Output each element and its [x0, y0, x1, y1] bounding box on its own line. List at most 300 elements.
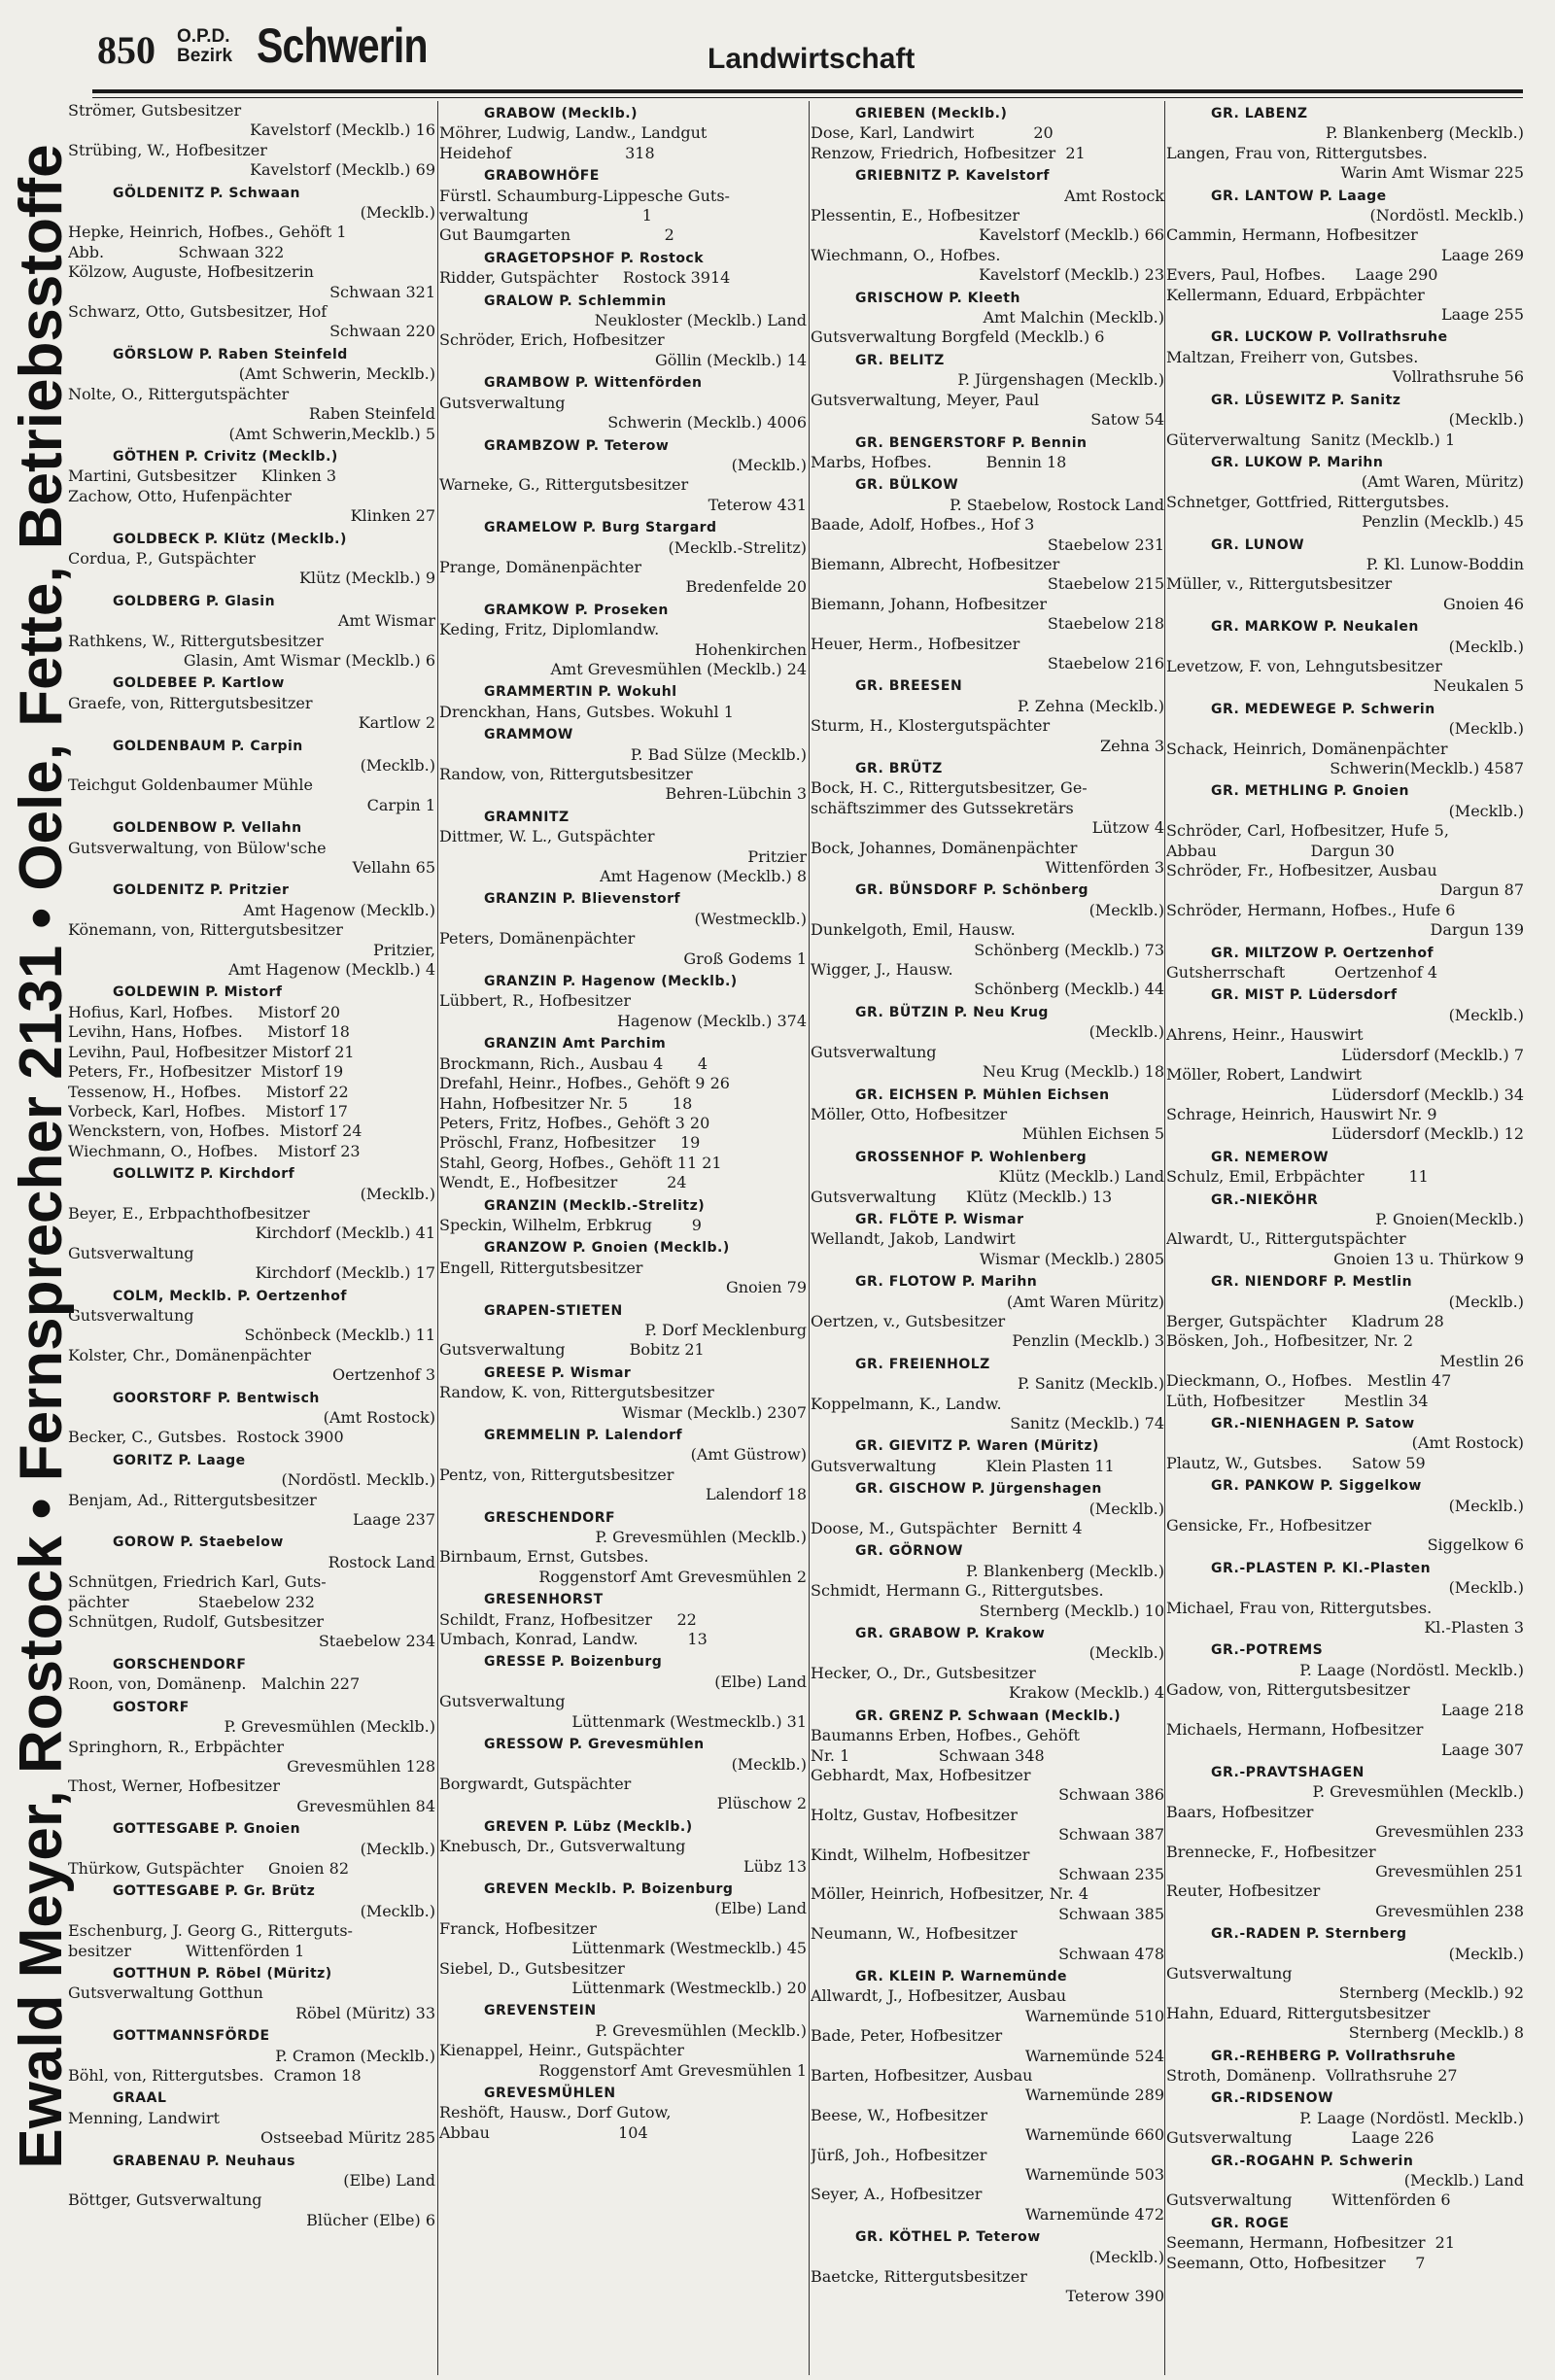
directory-entry-line: Kavelstorf (Mecklb.) 66 [979, 225, 1164, 245]
directory-entry-line: Gutsverwaltung [439, 393, 566, 412]
directory-entry-line: Oertzenhof 3 [332, 1365, 435, 1385]
directory-entry-line: Dieckmann, O., Hofbes. Mestlin 47 [1166, 1371, 1452, 1391]
directory-entry-line: Michael, Frau von, Rittergutsbes. [1166, 1598, 1433, 1617]
directory-entry-line: Gutsherrschaft Oertzenhof 4 [1166, 963, 1438, 983]
directory-entry-line: Schack, Heinrich, Domänenpächter [1166, 739, 1448, 758]
place-heading: GRESCHENDORF [484, 1509, 616, 1526]
directory-entry-line: Warnemünde 660 [1024, 2125, 1164, 2145]
directory-entry-line: Schwaan 321 [329, 282, 435, 301]
directory-entry-line: Möhrer, Ludwig, Landw., Landgut [439, 123, 708, 143]
directory-column-3 [811, 101, 1164, 2365]
place-heading: GR. BELITZ [855, 352, 945, 368]
directory-column-4 [1166, 101, 1524, 2365]
directory-entry-line: (Elbe) Land [343, 2171, 435, 2190]
place-heading: GOTTMANNSFÖRDE [113, 2028, 270, 2045]
place-heading: GR. MIST P. Lüdersdorf [1211, 987, 1398, 1004]
directory-entry-line: Cammin, Hermann, Hofbesitzer [1166, 225, 1418, 245]
place-heading: COLM, Mecklb. P. Oertzenhof [113, 1288, 347, 1304]
directory-entry-line: Rostock Land [328, 1552, 435, 1571]
directory-entry-line: Baars, Hofbesitzer [1166, 1802, 1314, 1821]
directory-entry-line: (Mecklb.) [1448, 637, 1524, 656]
directory-entry-line: Jürß, Joh., Hofbesitzer [811, 2145, 987, 2164]
place-heading: GR.-NIENHAGEN P. Satow [1211, 1416, 1415, 1431]
place-heading: GÖTHEN P. Crivitz (Mecklb.) [113, 448, 338, 465]
directory-entry-line: (Mecklb.) [731, 1754, 807, 1774]
directory-entry-line: Stahl, Georg, Hofbes., Gehöft 11 21 [439, 1153, 722, 1172]
directory-entry-line: Gnoien 79 [725, 1278, 807, 1297]
directory-entry-line: Schönberg (Mecklb.) 73 [974, 940, 1164, 959]
place-heading: GOLDENBAUM P. Carpin [113, 738, 303, 754]
place-heading: GRIEBEN (Mecklb.) [855, 106, 1008, 121]
directory-entry-line: Warnemünde 289 [1024, 2086, 1164, 2105]
directory-entry-line: Wigger, J., Hausw. [811, 960, 953, 980]
directory-entry-line: (Mecklb.) [1088, 1499, 1164, 1518]
place-heading: GR. MILTZOW P. Oertzenhof [1211, 945, 1434, 961]
place-heading: GR. LUKOW P. Marihn [1211, 454, 1384, 470]
directory-entry-line: P. Gnoien(Mecklb.) [1375, 1209, 1524, 1228]
directory-entry-line: Langen, Frau von, Rittergutsbes. [1166, 143, 1428, 162]
directory-entry-line: Gutsverwaltung, Meyer, Paul [811, 390, 1040, 409]
directory-entry-line: Siebel, D., Gutsbesitzer [439, 1958, 625, 1978]
directory-entry-line: Alwardt, U., Rittergutspächter [1166, 1229, 1406, 1249]
directory-entry-line: Schröder, Hermann, Hofbes., Hufe 6 [1166, 900, 1456, 919]
directory-entry-line: Amt Malchin (Mecklb.) [983, 308, 1164, 328]
place-heading: GR. ROGE [1211, 2215, 1290, 2231]
page-number: 850 [97, 28, 156, 72]
directory-entry-line: P. Kl. Lunow-Boddin [1365, 554, 1524, 573]
place-heading: GOROW P. Staebelow [113, 1535, 284, 1551]
directory-entry-line: Strübing, W., Hofbesitzer [68, 140, 267, 159]
place-heading: GR. GIEVITZ P. Waren (Müritz) [855, 1438, 1099, 1455]
directory-entry-line: Reuter, Hofbesitzer [1166, 1881, 1321, 1901]
place-heading: GR.-POTREMS [1211, 1642, 1324, 1659]
directory-entry-line: (Westmecklb.) [694, 909, 807, 928]
directory-entry-line: Vorbeck, Karl, Hofbes. Mistorf 17 [68, 1101, 348, 1121]
place-heading: GR. FLÖTE P. Wismar [855, 1211, 1024, 1227]
place-heading: GR. LANTOW P. Laage [1211, 188, 1387, 204]
directory-entry-line: verwaltung 1 [439, 206, 652, 225]
directory-entry-line: Lüdersdorf (Mecklb.) 12 [1331, 1124, 1524, 1144]
directory-entry-line: Benjam, Ad., Rittergutsbesitzer [68, 1490, 317, 1509]
directory-entry-line: Warin Amt Wismar 225 [1340, 163, 1524, 183]
directory-entry-line: P. Grevesmühlen (Mecklb.) [595, 1528, 807, 1547]
directory-entry-line: Gadow, von, Rittergutsbesitzer [1166, 1680, 1410, 1700]
directory-entry-line: Böhl, von, Rittergutsbes. Cramon 18 [68, 2066, 362, 2085]
directory-entry-line: (Amt Schwerin, Mecklb.) [238, 364, 435, 384]
place-heading: GRALOW P. Schlemmin [484, 293, 667, 309]
directory-entry-line: P. Staebelow, Rostock Land [950, 495, 1164, 514]
place-heading: GR. EICHSEN P. Mühlen Eichsen [855, 1087, 1110, 1103]
place-heading: GR. MARKOW P. Neukalen [1211, 619, 1419, 636]
directory-entry-line: Menning, Landwirt [68, 2108, 220, 2127]
directory-entry-line: Fürstl. Schaumburg-Lippesche Guts- [439, 186, 730, 205]
directory-entry-line: Allwardt, J., Hofbesitzer, Ausbau [811, 1986, 1067, 2006]
directory-entry-line: Wendt, E., Hofbesitzer 24 [439, 1173, 687, 1192]
place-heading: GOLDEWIN P. Mistorf [113, 984, 283, 1001]
directory-entry-line: Kölzow, Auguste, Hofbesitzerin [68, 262, 314, 282]
directory-entry-line: Sturm, H., Klostergutspächter [811, 716, 1051, 736]
directory-entry-line: (Mecklb.) [360, 1184, 435, 1203]
place-heading: GÖRSLOW P. Raben Steinfeld [113, 346, 348, 362]
directory-entry-line: Satow 54 [1090, 410, 1164, 430]
directory-entry-line: Schnütgen, Friedrich Karl, Guts- [68, 1572, 327, 1592]
directory-entry-line: Wiechmann, O., Hofbes. [811, 245, 1001, 264]
place-heading: GR. BÜNSDORF P. Schönberg [855, 882, 1089, 899]
directory-entry-line: Kellermann, Eduard, Erbpächter [1166, 285, 1425, 304]
place-heading: GRESSE P. Boizenburg [484, 1654, 663, 1671]
directory-entry-line: Randow, K. von, Rittergutsbesitzer [439, 1383, 714, 1402]
directory-entry-line: Baetcke, Rittergutsbesitzer [811, 2267, 1027, 2287]
directory-entry-line: Baumanns Erben, Hofbes., Gehöft [811, 1726, 1080, 1745]
directory-entry-line: P. Bad Sülze (Mecklb.) [630, 744, 807, 764]
directory-entry-line: Gebhardt, Max, Hofbesitzer [811, 1765, 1031, 1784]
column-divider [1164, 101, 1165, 2375]
directory-entry-line: Dose, Karl, Landwirt 20 [811, 123, 1054, 143]
directory-entry-line: Könemann, von, Rittergutsbesitzer [68, 920, 343, 940]
directory-entry-line: Neumann, W., Hofbesitzer [811, 1924, 1018, 1944]
directory-entry-line: Kolster, Chr., Domänenpächter [68, 1345, 311, 1364]
directory-entry-line: Wenckstern, von, Hofbes. Mistorf 24 [68, 1121, 363, 1141]
directory-entry-line: Gutsverwaltung Laage 226 [1166, 2128, 1434, 2148]
directory-entry-line: Gut Baumgarten 2 [439, 225, 674, 245]
directory-entry-line: Vellahn 65 [352, 858, 435, 878]
place-heading: GRAPEN-STIETEN [484, 1302, 623, 1319]
place-heading: GR.-NIEKÖHR [1211, 1191, 1319, 1208]
directory-entry-line: Schwaan 478 [1058, 1944, 1164, 1963]
place-heading: GRANZOW P. Gnoien (Mecklb.) [484, 1240, 730, 1257]
directory-entry-line: Plessentin, E., Hofbesitzer [811, 206, 1020, 225]
place-heading: GR. GISCHOW P. Jürgenshagen [855, 1481, 1102, 1498]
directory-entry-line: Seyer, A., Hofbesitzer [811, 2185, 983, 2204]
directory-entry-line: Mühlen Eichsen 5 [1021, 1124, 1164, 1144]
column-divider [809, 101, 810, 2375]
directory-entry-line: Staebelow 216 [1047, 653, 1164, 673]
directory-entry-line: Schröder, Fr., Hofbesitzer, Ausbau [1166, 861, 1437, 880]
city-title: Schwerin [257, 18, 428, 73]
directory-entry-line: Brennecke, F., Hofbesitzer [1166, 1842, 1376, 1861]
place-heading: GOLDBECK P. Klütz (Mecklb.) [113, 531, 347, 547]
directory-entry-line: (Amt Rostock) [1411, 1433, 1524, 1453]
directory-entry-line: Warnemünde 503 [1024, 2165, 1164, 2185]
directory-entry-line: Nolte, O., Rittergutspächter [68, 384, 290, 403]
directory-entry-line: Schulz, Emil, Erbpächter 11 [1166, 1167, 1429, 1187]
directory-entry-line: Laage 307 [1440, 1740, 1524, 1759]
directory-entry-line: Heuer, Herm., Hofbesitzer [811, 634, 1020, 653]
directory-entry-line: Mestlin 26 [1439, 1351, 1524, 1370]
directory-entry-line: Penzlin (Mecklb.) 3 [1012, 1331, 1164, 1351]
directory-entry-line: Gutsverwaltung Borgfeld (Mecklb.) 6 [811, 328, 1105, 347]
directory-entry-line: Lübz 13 [743, 1856, 807, 1876]
place-heading: GR.-ROGAHN P. Schwerin [1211, 2153, 1414, 2169]
directory-entry-line: P. Blankenberg (Mecklb.) [1325, 123, 1524, 143]
place-heading: GR. LÜSEWITZ P. Sanitz [1211, 392, 1401, 408]
directory-entry-line: Renzow, Friedrich, Hofbesitzer 21 [811, 143, 1086, 162]
place-heading: GRESENHORST [484, 1592, 604, 1608]
directory-entry-line: Grevesmühlen 84 [296, 1796, 435, 1815]
directory-entry-line: Heidehof 318 [439, 143, 655, 162]
directory-entry-line: Becker, C., Gutsbes. Rostock 3900 [68, 1428, 344, 1447]
directory-entry-line: Kavelstorf (Mecklb.) 69 [250, 160, 435, 180]
directory-entry-line: Evers, Paul, Hofbes. Laage 290 [1166, 265, 1438, 285]
directory-entry-line: (Mecklb.) [1448, 1496, 1524, 1515]
directory-entry-line: (Amt Schwerin,Mecklb.) 5 [228, 424, 435, 443]
directory-entry-line: Speckin, Wilhelm, Erbkrug 9 [439, 1215, 702, 1234]
directory-entry-line: Glasin, Amt Wismar (Mecklb.) 6 [183, 650, 435, 670]
place-heading: GR.-RIDSENOW [1211, 2090, 1333, 2107]
directory-entry-line: Dunkelgoth, Emil, Hausw. [811, 920, 1016, 940]
place-heading: GRAMBOW P. Wittenförden [484, 375, 703, 392]
directory-entry-line: Baade, Adolf, Hofbes., Hof 3 [811, 515, 1035, 535]
directory-entry-line: (Nordöstl. Mecklb.) [1369, 206, 1524, 225]
directory-entry-line: Gutsverwaltung Klütz (Mecklb.) 13 [811, 1187, 1113, 1206]
directory-entry-line: Kl.-Plasten 3 [1424, 1618, 1524, 1638]
directory-entry-line: Koppelmann, K., Landw. [811, 1394, 1002, 1413]
directory-entry-line: besitzer Wittenförden 1 [68, 1941, 305, 1960]
place-heading: GOTTESGABE P. Gr. Brütz [113, 1883, 316, 1900]
directory-entry-line: Maltzan, Freiherr von, Gutsbes. [1166, 347, 1419, 366]
directory-entry-line: Doose, M., Gutspächter Bernitt 4 [811, 1519, 1083, 1538]
directory-entry-line: (Mecklb.) [1088, 2247, 1164, 2266]
directory-entry-line: Grevesmühlen 128 [287, 1756, 435, 1776]
directory-entry-line: Warnemünde 472 [1024, 2204, 1164, 2224]
directory-entry-line: Kavelstorf (Mecklb.) 23 [979, 265, 1164, 285]
directory-entry-line: P. Dorf Mecklenburg [644, 1320, 807, 1339]
place-heading: GRABOWHÖFE [484, 168, 600, 185]
directory-entry-line: Gutsverwaltung [1166, 1963, 1293, 1983]
directory-entry-line: Lübbert, R., Hofbesitzer [439, 991, 631, 1011]
directory-entry-line: Roon, von, Domänenp. Malchin 227 [68, 1674, 361, 1694]
directory-entry-line: Franck, Hofbesitzer [439, 1918, 597, 1938]
directory-entry-line: Martini, Gutsbesitzer Klinken 3 [68, 466, 337, 486]
directory-entry-line: P. Grevesmühlen (Mecklb.) [224, 1717, 435, 1737]
place-heading: GRAMMOW [484, 727, 573, 743]
directory-entry-line: Bock, H. C., Rittergutsbesitzer, Ge- [811, 778, 1088, 798]
directory-entry-line: Peters, Domänenpächter [439, 929, 636, 949]
directory-entry-line: Barten, Hofbesitzer, Ausbau [811, 2066, 1033, 2085]
directory-entry-line: Kartlow 2 [358, 713, 435, 733]
directory-entry-line: Zachow, Otto, Hufenpächter [68, 486, 292, 505]
directory-entry-line: Warnemünde 524 [1024, 2046, 1164, 2065]
place-heading: GR. NEMEROW [1211, 1149, 1330, 1165]
directory-entry-line: Gutsverwaltung, von Bülow'sche [68, 838, 327, 857]
directory-entry-line: P. Laage (Nordöstl. Mecklb.) [1299, 2108, 1524, 2127]
directory-entry-line: Gensicke, Fr., Hofbesitzer [1166, 1516, 1371, 1535]
directory-entry-line: Laage 237 [352, 1510, 435, 1530]
directory-entry-line: Pritzier [747, 846, 807, 866]
directory-entry-line: Amt Hagenow (Mecklb.) [243, 900, 435, 919]
directory-entry-line: Staebelow 215 [1047, 574, 1164, 594]
directory-entry-line: Lalendorf 18 [706, 1485, 807, 1504]
place-heading: GOLDBERG P. Glasin [113, 593, 276, 609]
place-heading: GOLDENITZ P. Pritzier [113, 882, 290, 899]
place-heading: GRAMKOW P. Proseken [484, 602, 669, 618]
directory-entry-line: Gutsverwaltung Klein Plasten 11 [811, 1456, 1115, 1475]
directory-entry-line: Amt Hagenow (Mecklb.) 4 [228, 960, 435, 980]
directory-entry-line: (Mecklb.) [1088, 900, 1164, 919]
place-heading: GOTTHUN P. Röbel (Müritz) [113, 1965, 332, 1982]
directory-entry-line: Ridder, Gutspächter Rostock 3914 [439, 268, 731, 288]
directory-entry-line: Schmidt, Hermann G., Rittergutsbes. [811, 1581, 1104, 1601]
directory-entry-line: Brockmann, Rich., Ausbau 4 4 [439, 1053, 708, 1073]
directory-entry-line: Pritzier, [373, 940, 435, 959]
directory-entry-line: P. Zehna (Mecklb.) [1018, 696, 1164, 715]
directory-entry-line: Klinken 27 [350, 506, 435, 526]
directory-entry-line: Graefe, von, Rittergutsbesitzer [68, 693, 313, 712]
directory-entry-line: (Mecklb.) [1448, 1005, 1524, 1024]
directory-entry-line: Sternberg (Mecklb.) 92 [1338, 1983, 1524, 2003]
directory-entry-line: Schrage, Heinrich, Hauswirt Nr. 9 [1166, 1104, 1437, 1123]
place-heading: GRANZIN Amt Parchim [484, 1036, 667, 1052]
directory-entry-line: Staebelow 218 [1047, 614, 1164, 634]
directory-entry-line: Hahn, Hofbesitzer Nr. 5 18 [439, 1093, 693, 1113]
directory-entry-line: Lüttenmark (Westmecklb.) 20 [571, 1978, 807, 1997]
place-heading: GR. KÖTHEL P. Teterow [855, 2229, 1041, 2246]
directory-entry-line: Gutsverwaltung Wittenförden 6 [1166, 2190, 1451, 2210]
directory-entry-line: Nr. 1 Schwaan 348 [811, 1745, 1045, 1765]
directory-entry-line: P. Blankenberg (Mecklb.) [965, 1561, 1164, 1580]
directory-entry-line: Keding, Fritz, Diplomlandw. [439, 620, 660, 639]
directory-entry-line: Klütz (Mecklb.) Land [998, 1167, 1164, 1187]
directory-entry-line: Hecker, O., Dr., Gutsbesitzer [811, 1663, 1036, 1682]
directory-entry-line: P. Laage (Nordöstl. Mecklb.) [1299, 1660, 1524, 1679]
directory-entry-line: Vollrathsruhe 56 [1392, 367, 1524, 387]
directory-entry-line: (Mecklb.) [1448, 410, 1524, 430]
directory-entry-line: (Mecklb.) [360, 756, 435, 775]
directory-entry-line: Warnemünde 510 [1024, 2006, 1164, 2025]
place-heading: GRABOW (Mecklb.) [484, 106, 638, 121]
place-heading: GREVENSTEIN [484, 2003, 597, 2019]
place-heading: GR. BRÜTZ [855, 761, 943, 776]
side-advertisement-banner: Ewald Meyer, Rostock • Fernsprecher 2131 • Oele, Fette, Betriebsstoffe [8, 144, 75, 2169]
directory-entry-line: Schwaan 235 [1058, 1864, 1164, 1883]
directory-entry-line: Pröschl, Franz, Hofbesitzer 19 [439, 1133, 701, 1153]
directory-entry-line: (Mecklb.) [360, 1901, 435, 1920]
directory-entry-line: (Mecklb.) [1088, 1643, 1164, 1663]
place-heading: GR. NIENDORF P. Mestlin [1211, 1274, 1413, 1291]
directory-entry-line: Schnütgen, Rudolf, Gutsbesitzer [68, 1612, 325, 1632]
directory-entry-line: Grevesmühlen 233 [1375, 1822, 1524, 1842]
page-header [0, 0, 1555, 97]
directory-entry-line: Klütz (Mecklb.) 9 [298, 569, 435, 588]
directory-entry-line: Kirchdorf (Mecklb.) 17 [255, 1263, 435, 1283]
directory-entry-line: Seemann, Hermann, Hofbesitzer 21 [1166, 2233, 1456, 2253]
directory-entry-line: Teterow 431 [708, 495, 807, 514]
place-heading: GR. GÖRNOW [855, 1543, 963, 1560]
directory-entry-line: (Amt Waren Müritz) [1006, 1292, 1164, 1311]
directory-entry-line: Gnoien 13 u. Thürkow 9 [1333, 1249, 1524, 1268]
directory-entry-line: Neukalen 5 [1433, 676, 1524, 696]
directory-entry-line: Hahn, Eduard, Rittergutsbesitzer [1166, 2003, 1431, 2022]
directory-entry-line: Eschenburg, J. Georg G., Ritterguts- [68, 1921, 353, 1941]
place-heading: GR.-RADEN P. Sternberg [1211, 1926, 1407, 1943]
place-heading: GOSTORF [113, 1699, 190, 1715]
directory-entry-line: Holtz, Gustav, Hofbesitzer [811, 1805, 1018, 1824]
directory-entry-line: Drenckhan, Hans, Gutsbes. Wokuhl 1 [439, 702, 734, 721]
directory-entry-line: Lüdersdorf (Mecklb.) 7 [1341, 1045, 1524, 1064]
directory-entry-line: Wellandt, Jakob, Landwirt [811, 1229, 1016, 1249]
directory-entry-line: (Amt Güstrow) [690, 1445, 807, 1465]
directory-entry-line: Carpin 1 [366, 795, 435, 814]
directory-entry-line: Dittmer, W. L., Gutspächter [439, 827, 655, 846]
place-heading: GRAMMERTIN P. Wokuhl [484, 684, 677, 701]
directory-entry-line: Schwaan 386 [1058, 1785, 1164, 1805]
place-heading: GR. MEDEWEGE P. Schwerin [1211, 701, 1435, 717]
directory-entry-line: Neu Krug (Mecklb.) 18 [983, 1062, 1164, 1082]
directory-entry-line: Gutsverwaltung [439, 1692, 566, 1711]
place-heading: GR. LUCKOW P. Vollrathsruhe [1211, 329, 1448, 346]
directory-entry-line: Lüttenmark (Westmecklb.) 45 [571, 1939, 807, 1958]
directory-entry-line: (Mecklb.) [360, 1839, 435, 1858]
place-heading: GR. KLEIN P. Warnemünde [855, 1968, 1068, 1984]
place-heading: GR. GRENZ P. Schwaan (Mecklb.) [855, 1707, 1122, 1724]
directory-entry-line: Springhorn, R., Erbpächter [68, 1737, 285, 1756]
directory-entry-line: Amt Rostock [1064, 186, 1164, 205]
directory-entry-line: Kavelstorf (Mecklb.) 16 [250, 121, 435, 140]
directory-entry-line: Schwaan 387 [1058, 1825, 1164, 1845]
directory-entry-line: Kindt, Wilhelm, Hofbesitzer [811, 1845, 1030, 1864]
place-heading: GREVEN Mecklb. P. Boizenburg [484, 1880, 734, 1897]
place-heading: GRANZIN (Mecklb.-Strelitz) [484, 1197, 706, 1214]
place-heading: GR.-PRAVTSHAGEN [1211, 1764, 1365, 1780]
directory-entry-line: Gutsverwaltung [68, 1305, 194, 1325]
directory-entry-line: Lüttenmark (Westmecklb.) 31 [571, 1711, 807, 1731]
directory-entry-line: Peters, Fr., Hofbesitzer Mistorf 19 [68, 1062, 344, 1082]
place-heading: GR. FLOTOW P. Marihn [855, 1274, 1038, 1291]
directory-entry-line: schäftszimmer des Gutssekretärs [811, 798, 1074, 817]
place-heading: GORSCHENDORF [113, 1656, 247, 1673]
directory-entry-line: Güterverwaltung Sanitz (Mecklb.) 1 [1166, 430, 1456, 449]
directory-entry-line: Rathkens, W., Rittergutsbesitzer [68, 631, 324, 650]
directory-entry-line: Dargun 87 [1439, 880, 1524, 900]
directory-entry-line: Möller, Robert, Landwirt [1166, 1065, 1363, 1085]
directory-entry-line: Engell, Rittergutsbesitzer [439, 1258, 643, 1277]
directory-entry-line: Gnoien 46 [1442, 594, 1524, 613]
directory-entry-line: Möller, Otto, Hofbesitzer [811, 1104, 1008, 1123]
place-heading: GRAAL [113, 2090, 167, 2107]
directory-entry-line: Knebusch, Dr., Gutsverwaltung [439, 1837, 686, 1856]
place-heading: GR. BREESEN [855, 678, 963, 695]
directory-entry-line: Gutsverwaltung [68, 1243, 194, 1262]
directory-entry-line: Teterow 390 [1065, 2287, 1164, 2306]
directory-entry-line: Stroth, Domänenp. Vollrathsruhe 27 [1166, 2066, 1458, 2085]
directory-entry-line: (Mecklb.) [360, 203, 435, 223]
place-heading: GR. METHLING P. Gnoien [1211, 783, 1409, 800]
directory-entry-line: Raben Steinfeld [308, 404, 435, 424]
directory-entry-line: Lüth, Hofbesitzer Mestlin 34 [1166, 1391, 1429, 1410]
directory-entry-line: Staebelow 231 [1047, 535, 1164, 554]
directory-column-2 [439, 101, 807, 2365]
place-heading: GRANZIN P. Hagenow (Mecklb.) [484, 974, 738, 990]
place-heading: GROSSENHOF P. Wohlenberg [855, 1149, 1088, 1165]
directory-entry-line: Plautz, W., Gutsbes. Satow 59 [1166, 1453, 1426, 1472]
directory-entry-line: Randow, von, Rittergutsbesitzer [439, 765, 693, 783]
directory-entry-line: Seemann, Otto, Hofbesitzer 7 [1166, 2253, 1426, 2272]
directory-entry-line: Levihn, Paul, Hofbesitzer Mistorf 21 [68, 1042, 355, 1061]
directory-entry-line: Staebelow 234 [318, 1632, 435, 1651]
directory-entry-line: P. Jürgenshagen (Mecklb.) [957, 370, 1164, 390]
place-heading: GR. LABENZ [1211, 106, 1308, 121]
directory-entry-line: Oertzen, v., Gutsbesitzer [811, 1311, 1006, 1330]
directory-entry-line: (Mecklb.) [1448, 719, 1524, 739]
place-heading: GREMMELIN P. Lalendorf [484, 1428, 683, 1443]
directory-entry-line: Plüschow 2 [716, 1794, 807, 1813]
directory-entry-line: Schwerin (Mecklb.) 4006 [607, 413, 807, 432]
place-heading: GR.-REHBERG P. Vollrathsruhe [1211, 2048, 1456, 2064]
directory-entry-line: Blücher (Elbe) 6 [306, 2210, 435, 2229]
directory-entry-line: Kirchdorf (Mecklb.) 41 [255, 1224, 435, 1243]
place-heading: GRAMNITZ [484, 809, 570, 825]
directory-entry-line: (Mecklb.) Land [1403, 2171, 1524, 2190]
